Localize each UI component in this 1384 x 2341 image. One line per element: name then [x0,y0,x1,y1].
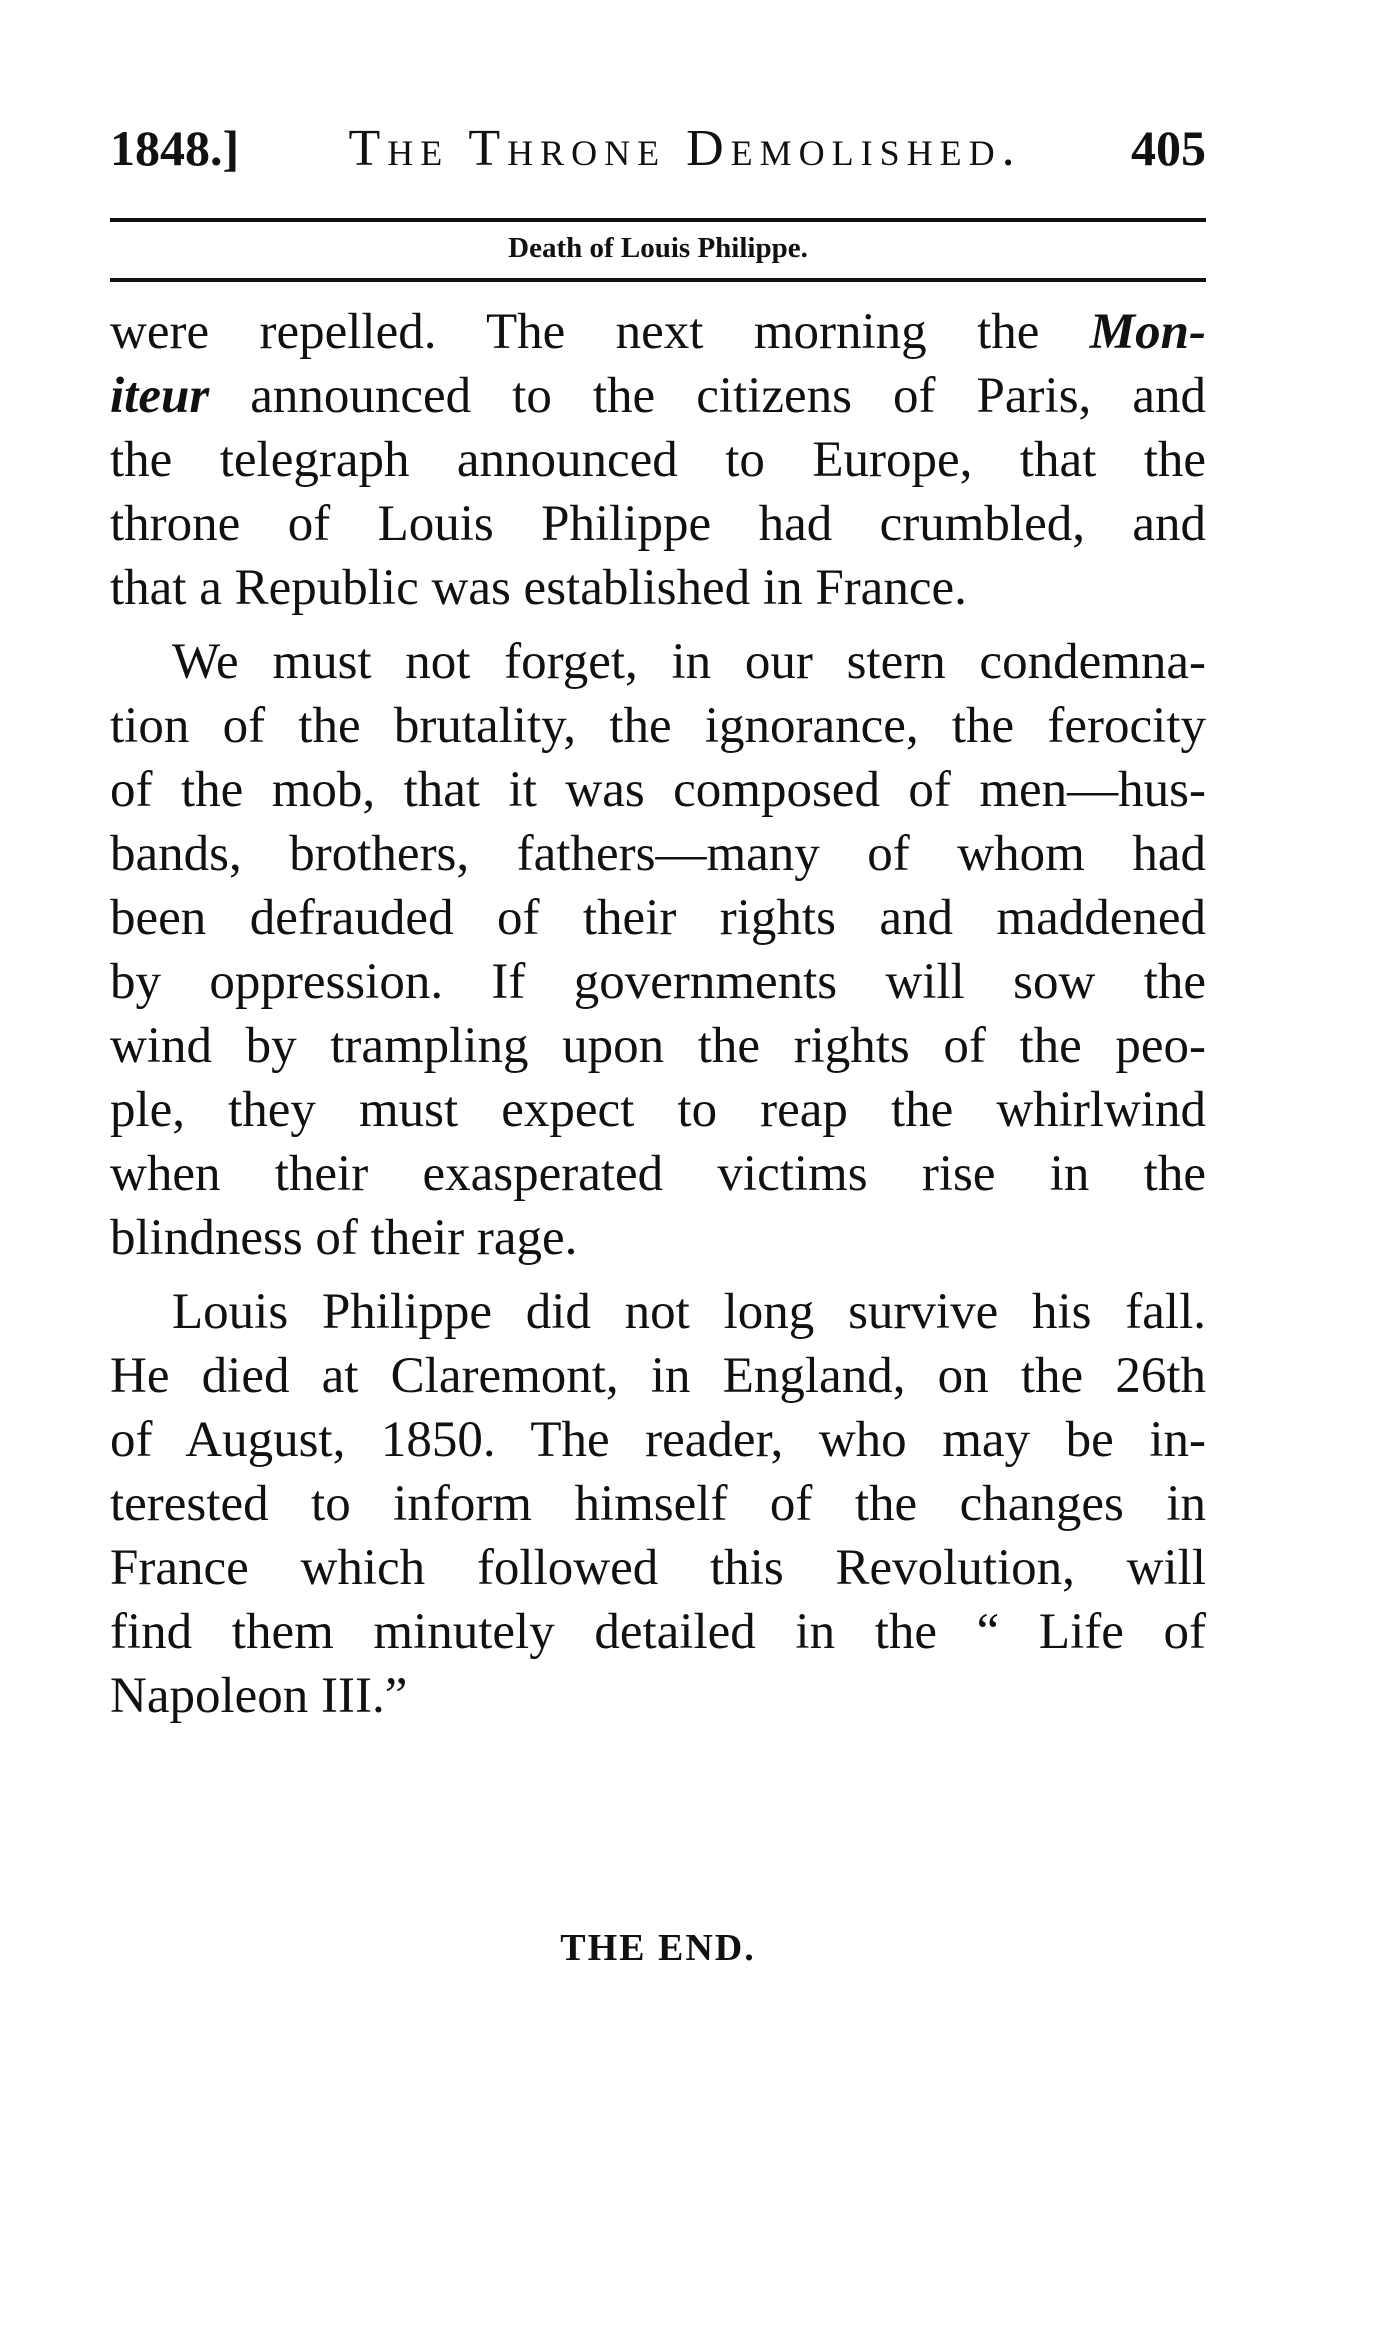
body-line: bands, brothers, fathers—many of whom had [110,826,1206,882]
body-line: ple, they must expect to reap the whirlwind [110,1082,1206,1138]
body-line: Napoleon III.” [110,1668,408,1724]
body-line: France which followed this Revolution, will [110,1540,1206,1596]
body-line: wind by trampling upon the rights of the peo- [110,1018,1206,1074]
header-rule-top [110,218,1206,222]
body-text: were repelled. The next morning the [110,304,1090,360]
italic-word: iteur [110,368,210,424]
body-line: terested to inform himself of the changes in [110,1476,1206,1532]
body-line: that a Republic was established in France. [110,560,967,616]
header-rule-bottom [110,278,1206,282]
body-line: find them minutely detailed in the “ Life of [110,1604,1206,1660]
section-subheading: Death of Louis Philippe. [508,232,808,264]
body-text: announced to the citizens of Paris, and [209,368,1206,424]
header-title: The Throne Demolished. [348,120,1022,177]
the-end-label: THE END. [560,1927,756,1969]
body-line: when their exasperated victims rise in the [110,1146,1206,1202]
body-line: of August, 1850. The reader, who may be in- [110,1412,1206,1468]
body-line: We must not forget, in our stern condemna- [172,634,1206,690]
body-line: blindness of their rage. [110,1210,578,1266]
header-year: 1848.] [110,120,240,176]
body-line: Louis Philippe did not long survive his fall. [172,1284,1206,1340]
body-line: throne of Louis Philippe had crumbled, and [110,496,1206,552]
body-line: been defrauded of their rights and maddened [110,890,1206,946]
running-header [110,118,1206,178]
body-line: of the mob, that it was composed of men—hus- [110,762,1206,818]
body-line [110,364,1206,428]
body-line: by oppression. If governments will sow the [110,954,1206,1010]
body-line: He died at Claremont, in England, on the 26th [110,1348,1206,1404]
italic-word: Mon- [1089,304,1206,360]
page-number: 405 [1131,120,1206,176]
body-line: tion of the brutality, the ignorance, the ferocity [110,698,1206,754]
body-line [110,300,1206,364]
body-line: the telegraph announced to Europe, that the [110,432,1206,488]
